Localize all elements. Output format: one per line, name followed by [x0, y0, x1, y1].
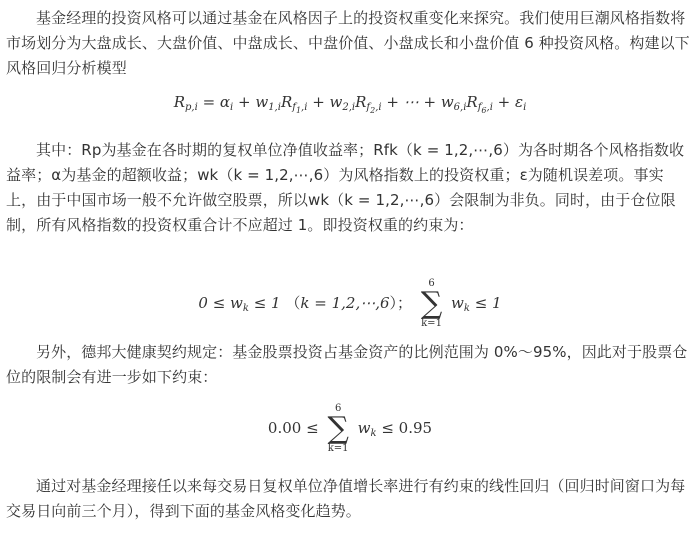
- summation-symbol: 6 ∑ k=1: [420, 278, 443, 329]
- weight-constraint-equation: $0 \le w_k \le 1$ （k = 1,2,⋯,6）； 6 ∑ k=1 $w_k \le 1$: [198, 278, 502, 329]
- paragraph-contract: 另外，德邦大健康契约规定：基金股票投资占基金资产的比例范围为 0%～95%，因此对于股票仓位的限制会有进一步如下约束：: [6, 343, 688, 386]
- paragraph-conclusion: 通过对基金经理接任以来每交易日复权单位净值增长率进行有约束的线性回归（回归时间窗口为每交易日向前三个月），得到下面的基金风格变化趋势。: [6, 477, 686, 520]
- sum-upper-limit: 6: [334, 403, 342, 414]
- paragraph-intro: 基金经理的投资风格可以通过基金在风格因子上的投资权重变化来探究。我们使用巨潮风格指数将市场划分为大盘成长、大盘价值、中盘成长、中盘价值、小盘成长和小盘价值 6 种投资风格。构建以下风格回归分析模型: [6, 9, 690, 77]
- sum-lower-limit: k=1: [421, 318, 442, 329]
- regression-equation: $R_{p,i} = \alpha_i + w_{1,i}R_{f_1,i} + w_{2,i}R_{f_2,i}$ + ⋯ + $w_{6,i}R_{f_6,i} + \varepsilon_i$: [173, 93, 527, 115]
- summation-symbol: 6 ∑ k=1: [327, 403, 349, 454]
- sum-lower-limit: k=1: [327, 443, 349, 454]
- position-constraint-equation: 0.00 ≤ 6 ∑ k=1 $w_k \le 0.95$: [267, 403, 433, 454]
- paragraph-definitions: 其中：Rp为基金在各时期的复权单位净值收益率；Rfk（k = 1,2,⋯,6）为各时期各个风格指数收益率；α为基金的超额收益；wk（k = 1,2,⋯,6）为风格指数上的投资权重；ε为随机误差项。事实上，由于中国市场一般不允许做空股票，所以wk（k = 1,2,⋯,6）会限制为非负。同时，由于仓位限制，所有风格指数的投资权重合计不应超过 1。即投资权重的约束为：: [6, 141, 685, 234]
- sum-upper-limit: 6: [428, 278, 435, 289]
